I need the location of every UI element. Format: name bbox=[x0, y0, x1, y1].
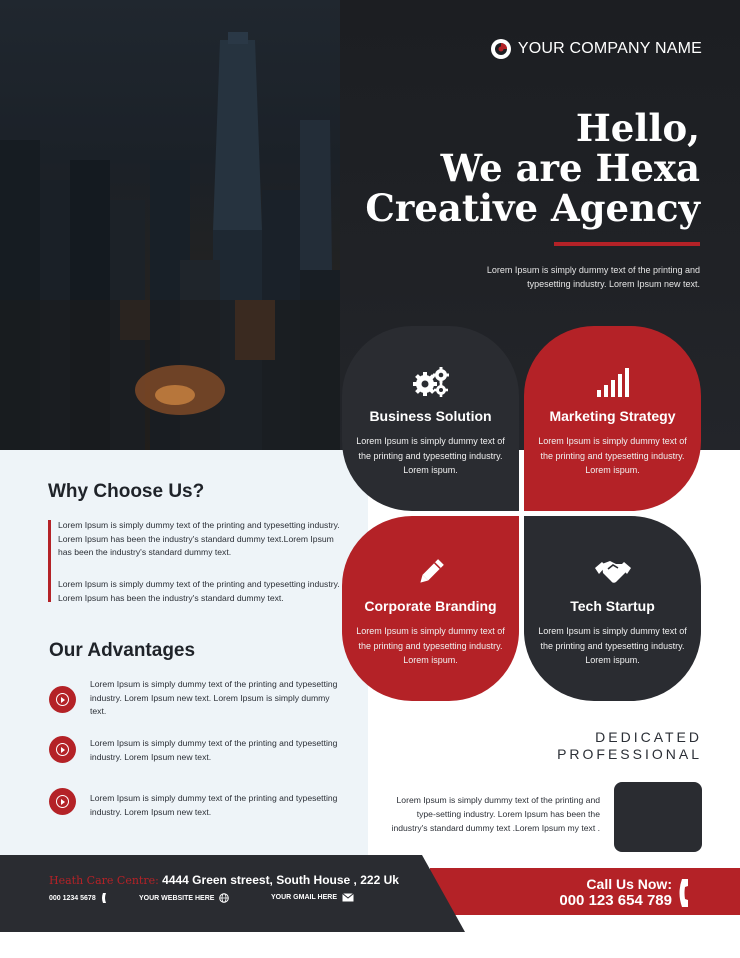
bar-chart-icon bbox=[595, 366, 631, 398]
service-title: Tech Startup bbox=[570, 598, 655, 614]
address-value: 4444 Green streest, South House , 222 Uk bbox=[162, 873, 399, 887]
service-card-business bbox=[342, 326, 519, 511]
dedicated-line-1: DEDICATED bbox=[595, 729, 702, 745]
dedicated-image-placeholder bbox=[614, 782, 702, 852]
footer-phone bbox=[49, 893, 109, 903]
phone-number: 000 1234 5678 bbox=[49, 894, 96, 902]
footer-website[interactable] bbox=[139, 893, 229, 903]
gears-icon bbox=[411, 366, 451, 398]
arrow-circle-icon bbox=[49, 788, 76, 815]
service-card-branding bbox=[342, 516, 519, 701]
dedicated-line-2: PROFESSIONAL bbox=[557, 746, 702, 762]
footer-email[interactable] bbox=[271, 893, 354, 902]
why-paragraph-2: Lorem Ipsum is simply dummy text of the printing and typesetting industry. Lorem Ipsum has been the industry's standard dummy text. bbox=[58, 579, 340, 603]
address-label: Heath Care Centre: bbox=[49, 874, 159, 887]
service-description: Lorem Ipsum is simply dummy text of the printing and typesetting industry. Lorem ispum. bbox=[356, 436, 505, 475]
headline bbox=[320, 108, 700, 228]
service-description: Lorem Ipsum is simply dummy text of the printing and typesetting industry. Lorem ispum. bbox=[538, 626, 687, 665]
email-text: YOUR GMAIL HERE bbox=[271, 894, 337, 901]
why-accent-bar bbox=[48, 520, 51, 602]
dedicated-text: Lorem Ipsum is simply dummy text of the printing and type-setting industry. Lorem Ipsum has been the industry's standard dummy text .Lorem Ipsum my text . bbox=[391, 795, 600, 833]
advantage-item-2: Lorem Ipsum is simply dummy text of the printing and typesetting industry. Lorem Ipsum new text. bbox=[90, 738, 338, 762]
pencil-icon bbox=[415, 556, 447, 588]
website-text: YOUR WEBSITE HERE bbox=[139, 894, 215, 902]
dedicated-title bbox=[557, 729, 702, 763]
advantage-item-1: Lorem Ipsum is simply dummy text of the printing and typesetting industry. Lorem Ipsum new text. Lorem Ipsum is simply dummy text. bbox=[90, 679, 338, 716]
headline-line-3: Creative Agency bbox=[365, 186, 700, 230]
service-card-marketing bbox=[524, 326, 701, 511]
company-logo-icon bbox=[490, 38, 512, 60]
phone-icon bbox=[101, 893, 109, 903]
brand bbox=[490, 38, 702, 60]
arrow-circle-icon bbox=[49, 686, 76, 713]
globe-icon bbox=[219, 893, 229, 903]
headline-line-2: We are Hexa bbox=[440, 146, 700, 190]
city-skyline-image bbox=[0, 0, 340, 450]
call-label: Call Us Now: bbox=[586, 876, 672, 892]
advantage-item-3: Lorem Ipsum is simply dummy text of the printing and typesetting industry. Lorem Ipsum new text. bbox=[90, 793, 338, 817]
why-choose-title: Why Choose Us? bbox=[48, 481, 205, 502]
envelope-icon bbox=[342, 893, 354, 902]
service-title: Business Solution bbox=[369, 408, 492, 424]
service-description: Lorem Ipsum is simply dummy text of the printing and typesetting industry. Lorem ispum. bbox=[538, 436, 687, 475]
phone-handset-icon bbox=[678, 878, 694, 908]
handshake-icon bbox=[594, 556, 632, 588]
arrow-circle-icon bbox=[49, 736, 76, 763]
why-paragraph-1: Lorem Ipsum is simply dummy text of the printing and typesetting industry. Lorem Ipsum has been the industry's standard dummy text.Lorem Ipsum has been the industry's standard dummy text. bbox=[58, 520, 340, 557]
service-title: Corporate Branding bbox=[364, 598, 497, 614]
headline-line-1: Hello, bbox=[575, 106, 700, 150]
footer-address bbox=[49, 873, 399, 887]
service-description: Lorem Ipsum is simply dummy text of the printing and typesetting industry. Lorem ispum. bbox=[356, 626, 505, 665]
company-name: YOUR COMPANY NAME bbox=[517, 40, 702, 57]
hero-description: Lorem Ipsum is simply dummy text of the printing and typesetting industry. Lorem Ipsum new text. bbox=[486, 265, 700, 289]
service-card-tech bbox=[524, 516, 701, 701]
service-title: Marketing Strategy bbox=[549, 408, 676, 424]
headline-divider bbox=[554, 242, 700, 246]
advantages-title: Our Advantages bbox=[49, 640, 196, 661]
call-number[interactable]: 000 123 654 789 bbox=[559, 892, 672, 909]
